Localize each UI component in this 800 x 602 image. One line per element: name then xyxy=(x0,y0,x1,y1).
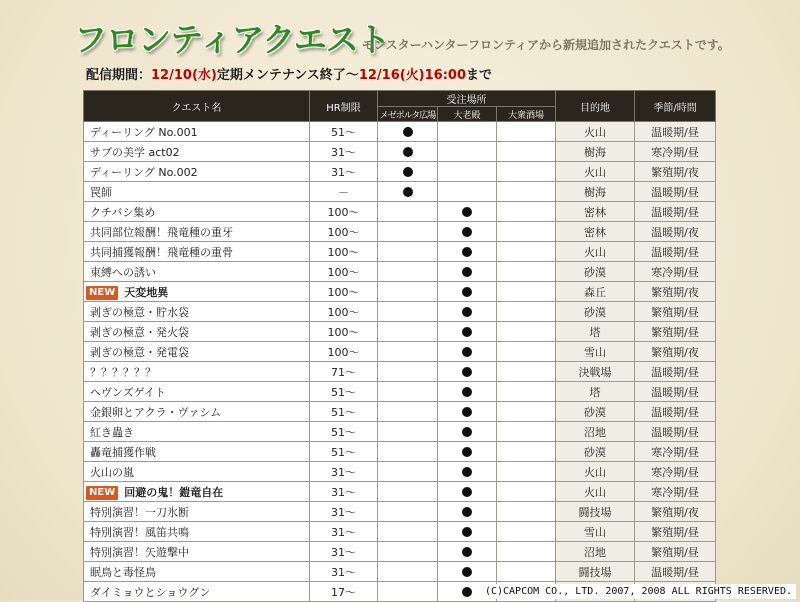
destination-cell: 樹海 xyxy=(556,182,635,202)
quest-name: ？？？？？？ xyxy=(90,365,156,379)
location-cell xyxy=(378,142,438,162)
destination-cell: 雪山 xyxy=(556,342,635,362)
season-cell: 温暖期/昼 xyxy=(635,362,716,382)
new-badge: NEW xyxy=(86,486,118,500)
quest-name-cell xyxy=(84,462,310,482)
location-cell xyxy=(378,302,438,322)
hr-limit-cell: 100～ xyxy=(310,202,378,222)
quest-name-cell xyxy=(84,222,310,242)
hr-limit-cell: 31～ xyxy=(310,542,378,562)
destination-cell: 砂漠 xyxy=(556,402,635,422)
quest-row xyxy=(84,522,716,542)
quest-name: 眠鳥と毒怪鳥 xyxy=(90,565,156,579)
location-cell xyxy=(497,382,556,402)
quest-row xyxy=(84,402,716,422)
quest-name: 紅き蟲き xyxy=(90,425,134,439)
period-middle: 定期メンテナンス終了～ xyxy=(216,68,359,83)
period-end: 12/16(火)16:00 xyxy=(358,68,467,83)
quest-row xyxy=(84,162,716,182)
quest-name: 天変地異 xyxy=(124,285,169,299)
location-cell xyxy=(497,542,556,562)
quest-name: 特別演習！矢遊撃中 xyxy=(90,545,189,559)
availability-dot-icon xyxy=(462,527,472,537)
location-cell xyxy=(378,362,438,382)
location-cell xyxy=(438,562,497,582)
location-cell xyxy=(438,422,497,442)
availability-dot-icon xyxy=(462,487,472,497)
location-cell xyxy=(438,482,497,502)
hr-limit-cell: 100～ xyxy=(310,222,378,242)
season-cell: 繁殖期/昼 xyxy=(635,322,716,342)
new-badge: NEW xyxy=(86,286,118,300)
season-cell: 温暖期/昼 xyxy=(635,122,716,142)
hr-limit-cell: 31～ xyxy=(310,142,378,162)
quest-name-cell xyxy=(84,242,310,262)
destination-cell: 塔 xyxy=(556,322,635,342)
destination-cell: 沼地 xyxy=(556,422,635,442)
page-subtitle: モンスターハンターフロンティアから新規追加されたクエストです。 xyxy=(362,38,730,52)
availability-dot-icon xyxy=(403,167,413,177)
hr-limit-cell: 51～ xyxy=(310,422,378,442)
hr-limit-cell: 51～ xyxy=(310,402,378,422)
location-cell xyxy=(497,422,556,442)
quest-name-cell xyxy=(84,262,310,282)
quest-name-cell xyxy=(84,502,310,522)
location-cell xyxy=(497,442,556,462)
destination-cell: 密林 xyxy=(556,202,635,222)
destination-cell: 砂漠 xyxy=(556,262,635,282)
header-hr-limit: HR制限 xyxy=(310,91,378,122)
hr-limit-cell: 31～ xyxy=(310,502,378,522)
quest-name: 共同捕獲報酬！飛竜種の重骨 xyxy=(90,245,233,259)
location-cell xyxy=(378,282,438,302)
location-cell xyxy=(438,362,497,382)
location-cell xyxy=(497,282,556,302)
availability-dot-icon xyxy=(403,147,413,157)
hr-limit-cell: 100～ xyxy=(310,322,378,342)
season-cell: 温暖期/昼 xyxy=(635,422,716,442)
location-cell xyxy=(378,342,438,362)
hr-limit-cell: 51～ xyxy=(310,122,378,142)
quest-row xyxy=(84,142,716,162)
location-cell xyxy=(497,142,556,162)
quest-name: 特別演習！風笛共鳴 xyxy=(90,525,189,539)
destination-cell: 火山 xyxy=(556,462,635,482)
quest-name: 轟竜捕獲作戦 xyxy=(90,445,156,459)
location-cell xyxy=(378,402,438,422)
location-cell xyxy=(497,122,556,142)
location-cell xyxy=(497,342,556,362)
quest-name: ダイミョウとショウグン xyxy=(90,585,211,599)
quest-name-cell xyxy=(84,122,310,142)
location-cell xyxy=(497,362,556,382)
quest-row xyxy=(84,122,716,142)
availability-dot-icon xyxy=(462,327,472,337)
location-cell xyxy=(378,422,438,442)
availability-dot-icon xyxy=(462,427,472,437)
quest-name-cell xyxy=(84,362,310,382)
availability-dot-icon xyxy=(403,187,413,197)
location-cell xyxy=(378,502,438,522)
season-cell: 繁殖期/昼 xyxy=(635,302,716,322)
availability-dot-icon xyxy=(462,247,472,257)
quest-name: ディーリング No.002 xyxy=(90,165,198,179)
quest-name-cell xyxy=(84,182,310,202)
location-cell xyxy=(378,242,438,262)
quest-row xyxy=(84,502,716,522)
destination-cell: 火山 xyxy=(556,122,635,142)
availability-dot-icon xyxy=(462,547,472,557)
hr-limit-cell: 17～ xyxy=(310,582,378,602)
availability-dot-icon xyxy=(462,567,472,577)
availability-dot-icon xyxy=(462,207,472,217)
destination-cell: 闘技場 xyxy=(556,562,635,582)
quest-name-cell xyxy=(84,562,310,582)
quest-row xyxy=(84,182,716,202)
period-suffix: まで xyxy=(466,68,493,83)
copyright: (C)CAPCOM CO., LTD. 2007, 2008 ALL RIGHTS RESERVED. xyxy=(481,584,796,599)
quest-name: 罠師 xyxy=(90,185,112,199)
location-cell xyxy=(497,522,556,542)
quest-row xyxy=(84,202,716,222)
location-cell xyxy=(438,522,497,542)
location-cell xyxy=(497,302,556,322)
quest-table xyxy=(83,90,716,602)
quest-row xyxy=(84,362,716,382)
availability-dot-icon xyxy=(462,227,472,237)
location-cell xyxy=(497,482,556,502)
quest-name-cell xyxy=(84,482,310,502)
location-cell xyxy=(497,502,556,522)
quest-name-cell xyxy=(84,282,310,302)
location-cell xyxy=(438,202,497,222)
destination-cell: 闘技場 xyxy=(556,502,635,522)
quest-row xyxy=(84,562,716,582)
hr-limit-cell: 31～ xyxy=(310,562,378,582)
quest-name-cell xyxy=(84,162,310,182)
quest-name: ヘヴンズゲイト xyxy=(90,385,166,399)
season-cell: 繁殖期/夜 xyxy=(635,282,716,302)
location-cell xyxy=(438,462,497,482)
season-cell: 繁殖期/夜 xyxy=(635,502,716,522)
destination-cell: 火山 xyxy=(556,162,635,182)
quest-name: 剥ぎの極意・発火袋 xyxy=(90,325,189,339)
destination-cell: 火山 xyxy=(556,482,635,502)
hr-limit-cell: 71～ xyxy=(310,362,378,382)
destination-cell: 決戦場 xyxy=(556,362,635,382)
season-cell: 寒冷期/昼 xyxy=(635,142,716,162)
location-cell xyxy=(497,222,556,242)
header-loc-mezeporta: メゼポルタ広場 xyxy=(378,107,438,122)
availability-dot-icon xyxy=(462,307,472,317)
season-cell: 温暖期/昼 xyxy=(635,242,716,262)
location-cell xyxy=(378,522,438,542)
header-loc-tavern: 大衆酒場 xyxy=(497,107,556,122)
location-cell xyxy=(438,322,497,342)
season-cell: 温暖期/昼 xyxy=(635,182,716,202)
quest-name-cell xyxy=(84,582,310,602)
location-cell xyxy=(438,342,497,362)
location-cell xyxy=(438,502,497,522)
header-loc-grand-hall: 大老殿 xyxy=(438,107,497,122)
location-cell xyxy=(438,222,497,242)
header-destination: 目的地 xyxy=(556,91,635,122)
location-cell xyxy=(497,322,556,342)
location-cell xyxy=(378,322,438,342)
location-cell xyxy=(438,162,497,182)
season-cell: 繁殖期/夜 xyxy=(635,342,716,362)
destination-cell: 森丘 xyxy=(556,282,635,302)
quest-name-cell xyxy=(84,202,310,222)
hr-limit-cell: 31～ xyxy=(310,162,378,182)
hr-limit-cell: 100～ xyxy=(310,302,378,322)
hr-limit-cell: 51～ xyxy=(310,442,378,462)
quest-row xyxy=(84,302,716,322)
header-quest-name: クエスト名 xyxy=(84,91,310,122)
location-cell xyxy=(438,142,497,162)
season-cell: 温暖期/昼 xyxy=(635,402,716,422)
availability-dot-icon xyxy=(462,407,472,417)
quest-row xyxy=(84,282,716,302)
quest-name: クチバシ集め xyxy=(90,205,156,219)
availability-dot-icon xyxy=(462,587,472,597)
location-cell xyxy=(378,262,438,282)
location-cell xyxy=(438,442,497,462)
quest-name: ディーリング No.001 xyxy=(90,125,198,139)
location-cell xyxy=(378,582,438,602)
destination-cell: 砂漠 xyxy=(556,442,635,462)
quest-name-cell xyxy=(84,342,310,362)
destination-cell: 砂漠 xyxy=(556,302,635,322)
quest-name: 共同部位報酬！飛竜種の重牙 xyxy=(90,225,233,239)
season-cell: 温暖期/夜 xyxy=(635,222,716,242)
season-cell: 繁殖期/昼 xyxy=(635,542,716,562)
quest-name-cell xyxy=(84,542,310,562)
hr-limit-cell: 100～ xyxy=(310,342,378,362)
quest-row xyxy=(84,462,716,482)
location-cell xyxy=(438,402,497,422)
season-cell: 寒冷期/昼 xyxy=(635,262,716,282)
destination-cell: 雪山 xyxy=(556,522,635,542)
location-cell xyxy=(438,122,497,142)
location-cell xyxy=(378,562,438,582)
quest-row xyxy=(84,422,716,442)
quest-name: 特別演習！一刀氷断 xyxy=(90,505,189,519)
hr-limit-cell: 31～ xyxy=(310,462,378,482)
hr-limit-cell: 31～ xyxy=(310,522,378,542)
location-cell xyxy=(438,302,497,322)
location-cell xyxy=(438,282,497,302)
destination-cell: 樹海 xyxy=(556,142,635,162)
location-cell xyxy=(438,182,497,202)
location-cell xyxy=(497,462,556,482)
availability-dot-icon xyxy=(462,387,472,397)
location-cell xyxy=(497,402,556,422)
location-cell xyxy=(497,242,556,262)
season-cell: 温暖期/昼 xyxy=(635,382,716,402)
season-cell: 温暖期/昼 xyxy=(635,202,716,222)
location-cell xyxy=(497,262,556,282)
availability-dot-icon xyxy=(403,127,413,137)
hr-limit-cell: 100～ xyxy=(310,242,378,262)
location-cell xyxy=(378,162,438,182)
quest-row xyxy=(84,262,716,282)
season-cell: 寒冷期/昼 xyxy=(635,482,716,502)
distribution-period xyxy=(86,64,492,83)
season-cell: 繁殖期/昼 xyxy=(635,522,716,542)
location-cell xyxy=(378,482,438,502)
quest-name-cell xyxy=(84,322,310,342)
location-cell xyxy=(497,162,556,182)
quest-name-cell xyxy=(84,442,310,462)
quest-name: 火山の嵐 xyxy=(90,465,134,479)
location-cell xyxy=(378,542,438,562)
quest-name: 剥ぎの極意・発電袋 xyxy=(90,345,189,359)
location-cell xyxy=(378,122,438,142)
season-cell: 繁殖期/夜 xyxy=(635,162,716,182)
quest-row xyxy=(84,442,716,462)
quest-row xyxy=(84,482,716,502)
availability-dot-icon xyxy=(462,267,472,277)
location-cell xyxy=(438,542,497,562)
destination-cell: 塔 xyxy=(556,382,635,402)
quest-name-cell xyxy=(84,402,310,422)
season-cell: 寒冷期/昼 xyxy=(635,442,716,462)
location-cell xyxy=(438,242,497,262)
destination-cell: 沼地 xyxy=(556,542,635,562)
quest-name: 回避の鬼！鎧竜自在 xyxy=(124,485,224,499)
quest-row xyxy=(84,222,716,242)
location-cell xyxy=(378,222,438,242)
hr-limit-cell: 100～ xyxy=(310,262,378,282)
season-cell: 寒冷期/昼 xyxy=(635,462,716,482)
hr-limit-cell: 31～ xyxy=(310,482,378,502)
destination-cell: 密林 xyxy=(556,222,635,242)
quest-name-cell xyxy=(84,522,310,542)
quest-name-cell xyxy=(84,382,310,402)
quest-name: 金銀卵とアクラ・ヴァシム xyxy=(90,405,222,419)
quest-row xyxy=(84,322,716,342)
hr-limit-cell: － xyxy=(310,182,378,202)
quest-name: 束縛への誘い xyxy=(90,265,156,279)
quest-row xyxy=(84,382,716,402)
location-cell xyxy=(497,562,556,582)
quest-row xyxy=(84,242,716,262)
availability-dot-icon xyxy=(462,367,472,377)
location-cell xyxy=(438,262,497,282)
location-cell xyxy=(497,202,556,222)
destination-cell: 火山 xyxy=(556,242,635,262)
hr-limit-cell: 51～ xyxy=(310,382,378,402)
header-season: 季節/時間 xyxy=(635,91,716,122)
season-cell: 温暖期/昼 xyxy=(635,562,716,582)
quest-name-cell xyxy=(84,302,310,322)
location-cell xyxy=(497,182,556,202)
quest-row xyxy=(84,342,716,362)
location-cell xyxy=(378,202,438,222)
availability-dot-icon xyxy=(462,447,472,457)
location-cell xyxy=(378,442,438,462)
availability-dot-icon xyxy=(462,467,472,477)
availability-dot-icon xyxy=(462,507,472,517)
location-cell xyxy=(378,182,438,202)
availability-dot-icon xyxy=(462,347,472,357)
quest-name: サブの美学 act02 xyxy=(90,145,180,159)
quest-name: 剥ぎの極意・貯水袋 xyxy=(90,305,189,319)
header-location-group: 受注場所 xyxy=(378,91,556,107)
quest-name-cell xyxy=(84,422,310,442)
location-cell xyxy=(378,462,438,482)
location-cell xyxy=(378,382,438,402)
period-label: 配信期間： xyxy=(86,68,152,83)
quest-name-cell xyxy=(84,142,310,162)
quest-row xyxy=(84,542,716,562)
hr-limit-cell: 100～ xyxy=(310,282,378,302)
availability-dot-icon xyxy=(462,287,472,297)
period-start: 12/10(水) xyxy=(151,68,217,83)
page-title: フロンティアクエスト xyxy=(74,20,390,59)
location-cell xyxy=(438,382,497,402)
